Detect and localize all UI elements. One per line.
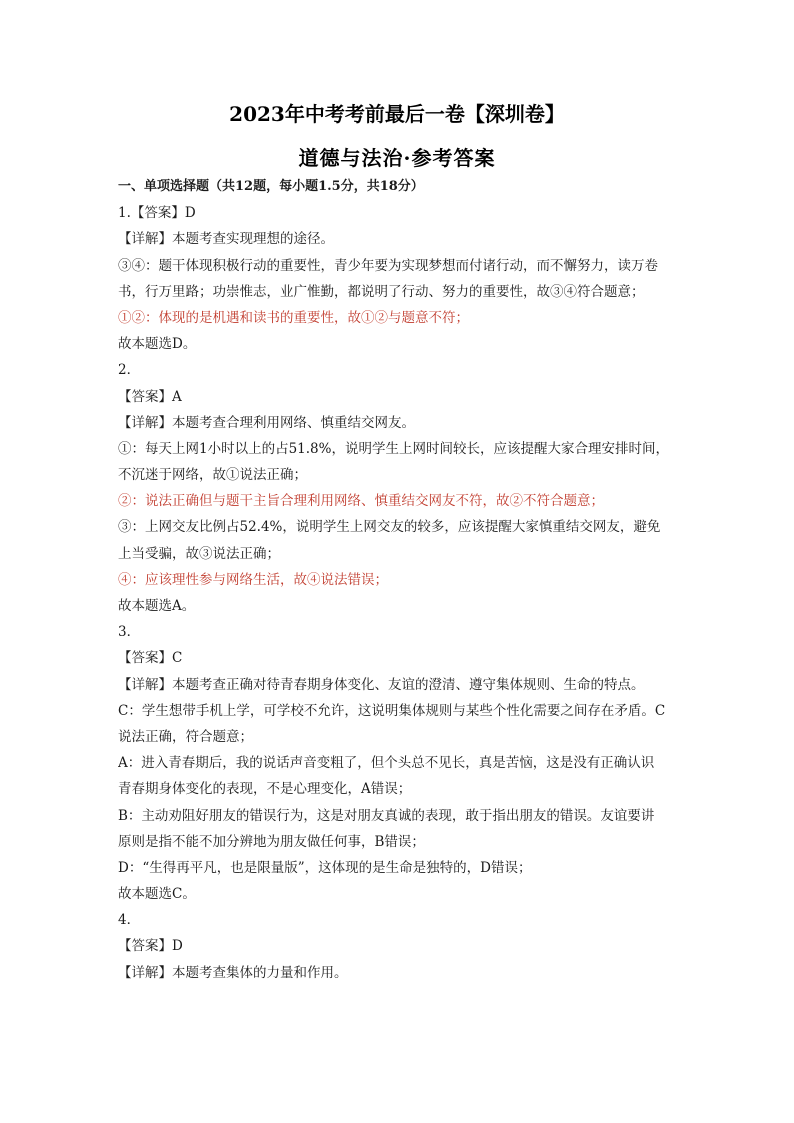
- q2-line-2: 不沉迷于网络，故①说法正确；: [118, 467, 307, 484]
- page-title: 2023年中考考前最后一卷【深圳卷】: [229, 102, 565, 126]
- q2-line-1: ①：每天上网1小时以上的占51.8%，说明学生上网时间较长，应该提醒大家合理安排时间，: [118, 440, 669, 457]
- q1-line-3: ①②：体现的是机遇和读书的重要性，故①②与题意不符；: [118, 309, 469, 326]
- q1-line-1: ③④：题干体现积极行动的重要性，青少年要为实现梦想而付诸行动，而不懈努力，读万卷: [118, 257, 658, 274]
- q3-line-5: B：主动劝阻好朋友的错误行为，这是对朋友真诚的表现，敢于指出朋友的错误。友谊要讲: [118, 807, 655, 824]
- q4-answer: 【答案】D: [118, 938, 183, 955]
- q3-line-2: 说法正确，符合题意；: [118, 728, 253, 745]
- q1-answer: 1.【答案】D: [118, 205, 196, 222]
- q4-number: 4．: [118, 912, 141, 929]
- q3-conclusion: 故本题选C。: [118, 886, 196, 903]
- q1-line-2: 书，行万里路；功崇惟志，业广惟勤，都说明了行动、努力的重要性，故③④符合题意；: [118, 283, 645, 300]
- q2-detail: 【详解】本题考查合理利用网络、慎重结交网友。: [118, 414, 415, 431]
- q3-line-6: 原则是指不能不加分辨地为朋友做任何事，B错误；: [118, 833, 425, 850]
- q2-line-5: 上当受骗，故③说法正确；: [118, 545, 280, 562]
- q2-answer: 【答案】A: [118, 388, 182, 405]
- q2-number: 2．: [118, 362, 141, 379]
- q3-detail: 【详解】本题考查正确对待青春期身体变化、友谊的澄清、遵守集体规则、生命的特点。: [118, 676, 645, 693]
- q2-line-3: ②：说法正确但与题干主旨合理利用网络、慎重结交网友不符，故②不符合题意；: [118, 493, 604, 510]
- q3-number: 3．: [118, 624, 141, 641]
- answer-content: [118, 174, 686, 986]
- q2-conclusion: 故本题选A。: [118, 598, 196, 614]
- q3-answer: 【答案】C: [118, 650, 183, 667]
- q4-detail: 【详解】本题考查集体的力量和作用。: [118, 964, 348, 981]
- section-heading: 一、单项选择题（共12题，每小题1.5分，共18分）: [118, 179, 424, 194]
- q2-line-6: ④：应该理性参与网络生活，故④说法错误；: [118, 571, 388, 588]
- q3-line-4: 青春期身体变化的表现，不是心理变化，A错误；: [118, 781, 412, 798]
- q1-conclusion: 故本题选D。: [118, 336, 197, 353]
- q3-line-1: C：学生想带手机上学，可学校不允许，这说明集体规则与某些个性化需要之间存在矛盾。C: [118, 702, 666, 719]
- q2-line-4: ③：上网交友比例占52.4%，说明学生上网交友的较多，应该提醒大家慎重结交网友，避免: [118, 519, 661, 536]
- q3-line-3: A：进入青春期后，我的说话声音变粗了，但个头总不见长，真是苦恼，这是没有正确认识: [118, 755, 655, 772]
- q3-line-7: D：“生得再平凡，也是限量版”，这体现的是生命是独特的，D错误；: [118, 859, 532, 876]
- page-subtitle: 道德与法治·参考答案: [298, 146, 496, 170]
- q1-detail: 【详解】本题考查实现理想的途径。: [118, 231, 334, 248]
